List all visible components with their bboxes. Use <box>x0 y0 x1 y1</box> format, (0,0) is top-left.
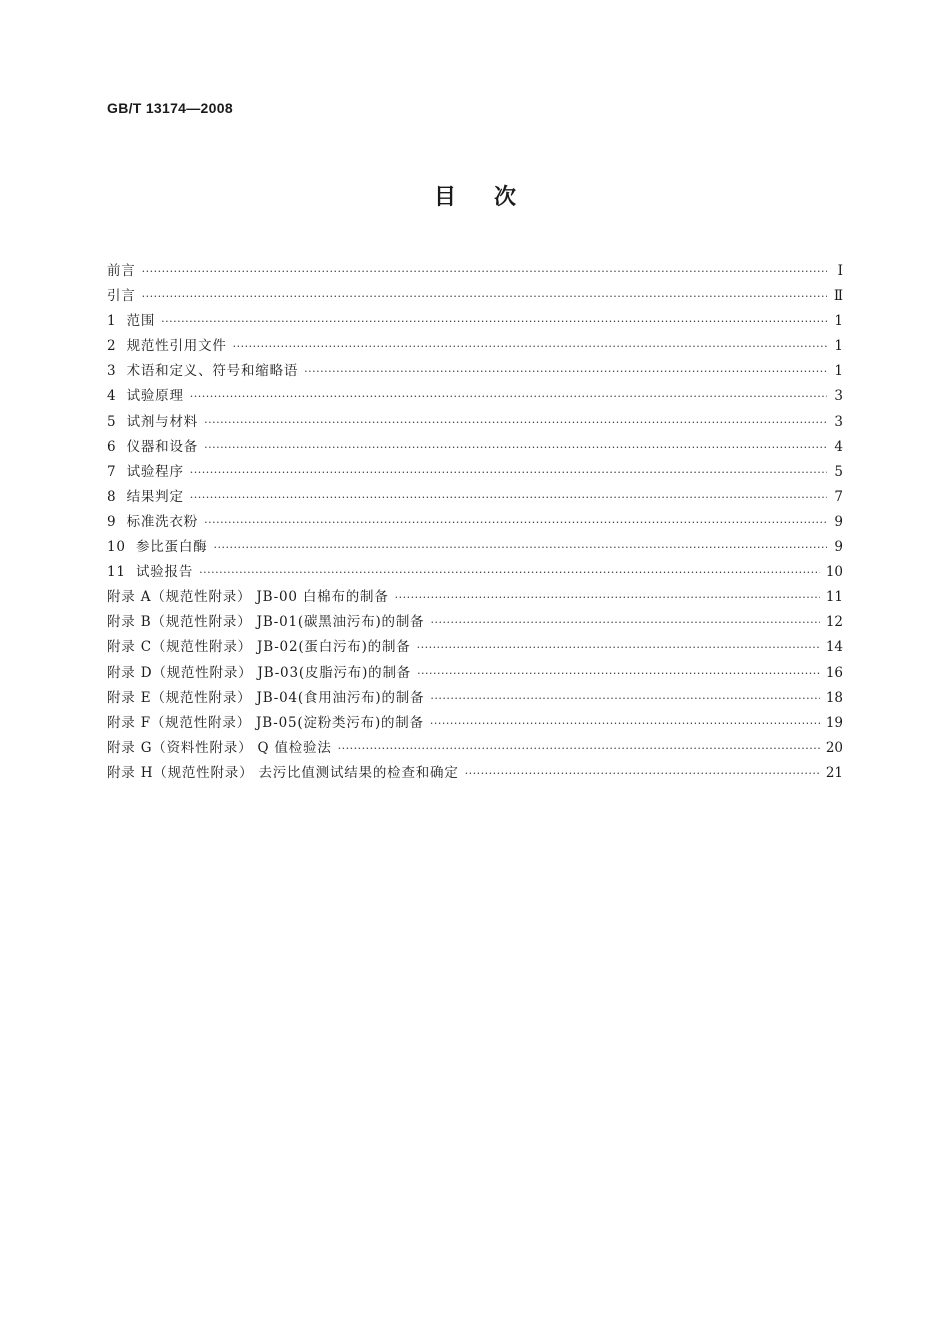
dot-leader <box>204 416 827 429</box>
toc-entry-page-number: 3 <box>834 388 843 405</box>
toc-entry-label: 附录 B（规范性附录） JB-01(碳黑油污布)的制备 <box>107 614 425 631</box>
toc-entry[interactable] <box>107 761 843 786</box>
toc-entry-label: 附录 E（规范性附录） JB-04(食用油污布)的制备 <box>107 689 425 706</box>
dot-leader <box>430 616 819 629</box>
standard-code: GB/T 13174—2008 <box>107 100 233 116</box>
toc-entry-page-number: 18 <box>825 689 843 706</box>
dot-leader <box>465 767 820 780</box>
dot-leader <box>204 441 827 454</box>
dot-leader <box>161 315 827 328</box>
dot-leader <box>395 591 820 604</box>
toc-entry[interactable] <box>107 410 843 435</box>
toc-entry[interactable] <box>107 460 843 485</box>
toc-entry[interactable] <box>107 585 843 610</box>
dot-leader <box>417 641 820 654</box>
toc-entry-label: 9 标准洗衣粉 <box>107 513 199 530</box>
toc-entry-label: 7 试验程序 <box>107 463 184 480</box>
toc-entry-label: 附录 F（规范性附录） JB-05(淀粉类污布)的制备 <box>107 714 424 731</box>
toc-entry-label: 附录 H（规范性附录） 去污比值测试结果的检查和确定 <box>107 764 459 781</box>
dot-leader <box>304 365 827 378</box>
dot-leader <box>142 265 827 278</box>
toc-entry-page-number: 12 <box>825 614 843 631</box>
dot-leader <box>190 466 827 479</box>
toc-entry[interactable] <box>107 686 843 711</box>
toc-entry[interactable] <box>107 510 843 535</box>
toc-entry[interactable] <box>107 560 843 585</box>
toc-entry[interactable] <box>107 635 843 660</box>
toc-entry-page-number: 1 <box>834 338 843 355</box>
page-title: 目次 <box>433 185 554 210</box>
toc-entry-label: 引言 <box>107 288 136 305</box>
dot-leader <box>190 390 827 403</box>
toc-entry-page-number: 16 <box>825 664 843 681</box>
toc-entry[interactable] <box>107 610 843 635</box>
toc-entry[interactable] <box>107 535 843 560</box>
toc-entry-page-number: Ⅱ <box>833 288 843 305</box>
toc-entry-label: 5 试剂与材料 <box>107 413 199 430</box>
toc-entry-page-number: 20 <box>825 739 843 756</box>
toc-entry-page-number: 11 <box>825 589 843 606</box>
toc-entry-page-number: 10 <box>825 564 843 581</box>
toc-entry-page-number: 9 <box>834 513 843 530</box>
toc-entry-label: 6 仪器和设备 <box>107 438 199 455</box>
toc-entry-label: 8 结果判定 <box>107 488 184 505</box>
toc-entry-label: 附录 A（规范性附录） JB-00 白棉布的制备 <box>107 589 389 606</box>
toc-entry-label: 4 试验原理 <box>107 388 184 405</box>
dot-leader <box>430 692 819 705</box>
toc-entry[interactable] <box>107 485 843 510</box>
table-of-contents <box>107 259 843 786</box>
dot-leader <box>142 290 827 303</box>
dot-leader <box>199 566 820 579</box>
toc-entry-page-number: 21 <box>825 764 843 781</box>
toc-entry-page-number: 14 <box>825 639 843 656</box>
toc-entry-page-number: 1 <box>834 313 843 330</box>
toc-entry-page-number: 19 <box>825 714 843 731</box>
toc-entry-label: 附录 C（规范性附录） JB-02(蛋白污布)的制备 <box>107 639 411 656</box>
toc-entry-label: 1 范围 <box>107 313 156 330</box>
toc-entry-page-number: 7 <box>834 488 843 505</box>
dot-leader <box>204 516 827 529</box>
toc-entry-page-number: 1 <box>834 363 843 380</box>
toc-entry-label: 11 试验报告 <box>107 564 194 581</box>
toc-entry[interactable] <box>107 384 843 409</box>
toc-entry[interactable] <box>107 435 843 460</box>
toc-entry-label: 附录 D（规范性附录） JB-03(皮脂污布)的制备 <box>107 664 412 681</box>
toc-entry-label: 附录 G（资料性附录） Q 值检验法 <box>107 739 332 756</box>
toc-entry[interactable] <box>107 309 843 334</box>
dot-leader <box>190 491 827 504</box>
toc-entry-page-number: 9 <box>834 539 843 556</box>
toc-entry-page-number: 3 <box>834 413 843 430</box>
dot-leader <box>417 667 820 680</box>
toc-entry[interactable] <box>107 259 843 284</box>
toc-entry[interactable] <box>107 661 843 686</box>
dot-leader <box>338 742 820 755</box>
dot-leader <box>233 340 827 353</box>
toc-entry-page-number: Ⅰ <box>837 263 843 279</box>
toc-entry-label: 10 参比蛋白酶 <box>107 539 208 556</box>
toc-entry[interactable] <box>107 359 843 384</box>
dot-leader <box>213 541 827 554</box>
toc-entry[interactable] <box>107 736 843 761</box>
toc-entry-page-number: 5 <box>834 463 843 480</box>
dot-leader <box>430 717 820 730</box>
toc-entry[interactable] <box>107 284 843 309</box>
toc-entry[interactable] <box>107 711 843 736</box>
toc-entry-label: 3 术语和定义、符号和缩略语 <box>107 363 299 380</box>
toc-entry-label: 前言 <box>107 263 136 279</box>
toc-entry-page-number: 4 <box>834 438 843 455</box>
toc-entry-label: 2 规范性引用文件 <box>107 338 227 355</box>
toc-entry[interactable] <box>107 334 843 359</box>
